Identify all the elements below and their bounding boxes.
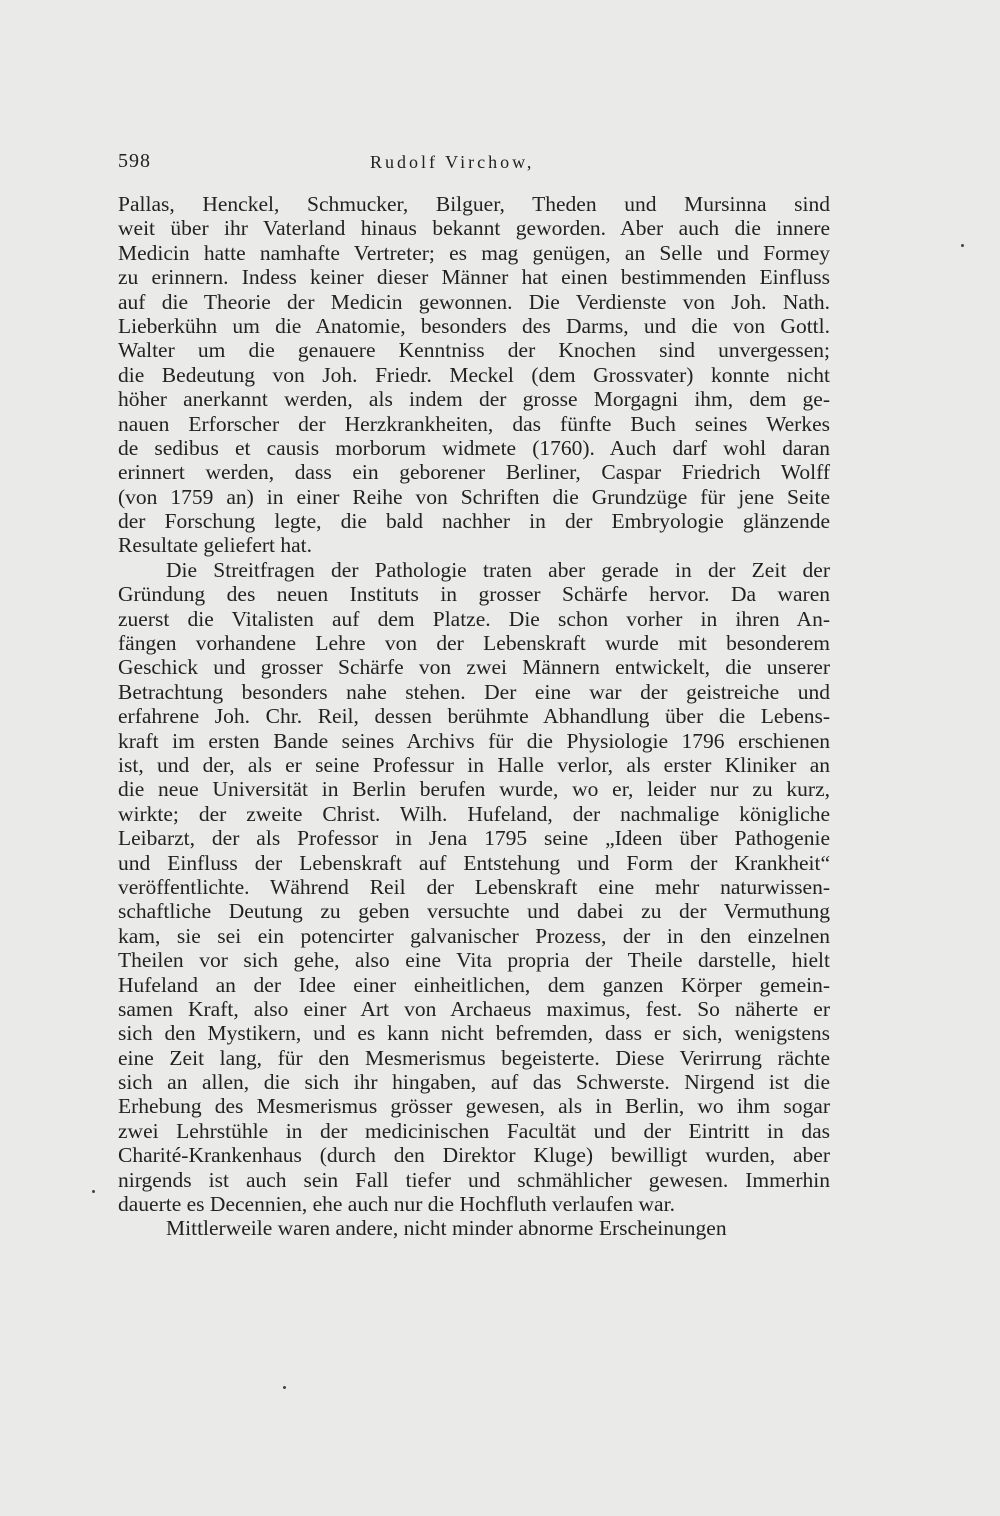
- text-line: Erhebung des Mesmerismus grösser gewesen, als in Berlin, wo ihm sogar: [118, 1094, 830, 1119]
- text-line: der Forschung legte, die bald nachher in der Embryologie glänzende: [118, 509, 830, 534]
- text-line: Hufeland an der Idee einer einheitlichen, dem ganzen Körper gemein-: [118, 972, 830, 997]
- text-line: kraft im ersten Bande seines Archivs für die Physiologie 1796 erschienen: [118, 728, 830, 753]
- text-line: ist, und der, als er seine Professur in Halle verlor, als erster Kliniker an: [118, 752, 830, 777]
- text-line: zwei Lehrstühle in der medicinischen Facultät und der Eintritt in das: [118, 1118, 830, 1143]
- text-line: wirkte; der zweite Christ. Wilh. Hufeland, der nachmalige königliche: [118, 801, 830, 826]
- text-line: weit über ihr Vaterland hinaus bekannt geworden. Aber auch die innere: [118, 216, 830, 241]
- text-line: nauen Erforscher der Herzkrankheiten, das fünfte Buch seines Werkes: [118, 411, 830, 436]
- paper-speck: [961, 244, 964, 247]
- text-line: Resultate geliefert hat.: [118, 533, 313, 558]
- paper-speck: [283, 1386, 286, 1389]
- text-line: Geschick und grosser Schärfe von zwei Männern entwickelt, die unserer: [118, 655, 830, 680]
- text-line: Die Streitfragen der Pathologie traten aber gerade in der Zeit der: [166, 557, 830, 582]
- page-number: 598: [118, 150, 151, 172]
- text-line: Betrachtung besonders nahe stehen. Der eine war der geistreiche und: [118, 679, 830, 704]
- text-line: samen Kraft, also einer Art von Archaeus maximus, fest. So näherte er: [118, 996, 830, 1021]
- text-line: fängen vorhandene Lehre von der Lebenskraft wurde mit besonderem: [118, 631, 830, 656]
- text-line: die neue Universität in Berlin berufen wurde, wo er, leider nur zu kurz,: [118, 777, 830, 802]
- text-line: eine Zeit lang, für den Mesmerismus begeisterte. Diese Verirrung rächte: [118, 1045, 830, 1070]
- text-line: nirgends ist auch sein Fall tiefer und schmählicher gewesen. Immerhin: [118, 1167, 830, 1192]
- text-line: auf die Theorie der Medicin gewonnen. Die Verdienste von Joh. Nath.: [118, 289, 830, 314]
- text-line: sich den Mystikern, und es kann nicht befremden, dass er sich, wenigstens: [118, 1021, 830, 1046]
- paragraph: [118, 1216, 830, 1240]
- text-line: erinnert werden, dass ein geborener Berliner, Caspar Friedrich Wolff: [118, 460, 830, 485]
- text-line: Gründung des neuen Instituts in grosser Schärfe hervor. Da waren: [118, 582, 830, 607]
- text-line: und Einfluss der Lebenskraft auf Entstehung und Form der Krankheit“: [118, 850, 830, 875]
- page-header: [118, 150, 828, 180]
- text-line: Walter um die genauere Kenntniss der Knochen sind unvergessen;: [118, 338, 830, 363]
- body-text: [118, 192, 830, 1241]
- text-line: höher anerkannt werden, als indem der grosse Morgagni ihm, dem ge-: [118, 387, 830, 412]
- text-line: Pallas, Henckel, Schmucker, Bilguer, Theden und Mursinna sind: [118, 192, 830, 216]
- text-line: (von 1759 an) in einer Reihe von Schriften die Grundzüge für jene Seite: [118, 484, 830, 509]
- text-line: Mittlerweile waren andere, nicht minder abnorme Erscheinungen: [166, 1216, 727, 1241]
- text-line: zu erinnern. Indess keiner dieser Männer hat einen bestimmenden Einfluss: [118, 265, 830, 290]
- text-line: dauerte es Decennien, ehe auch nur die Hochfluth verlaufen war.: [118, 1192, 675, 1217]
- text-line: veröffentlichte. Während Reil der Lebenskraft eine mehr naturwissen-: [118, 874, 830, 899]
- text-line: sich an allen, die sich ihr hingaben, auf das Schwerste. Nirgend ist die: [118, 1070, 830, 1095]
- text-line: erfahrene Joh. Chr. Reil, dessen berühmte Abhandlung über die Lebens-: [118, 704, 830, 729]
- text-line: die Bedeutung von Joh. Friedr. Meckel (dem Grossvater) konnte nicht: [118, 362, 830, 387]
- running-head: Rudolf Virchow,: [370, 152, 535, 172]
- text-line: Charité-Krankenhaus (durch den Direktor Kluge) bewilligt wurden, aber: [118, 1143, 830, 1168]
- text-line: Lieberkühn um die Anatomie, besonders des Darms, und die von Gottl.: [118, 313, 830, 338]
- text-line: schaftliche Deutung zu geben versuchte und dabei zu der Vermuthung: [118, 899, 830, 924]
- text-line: Medicin hatte namhafte Vertreter; es mag genügen, an Selle und Formey: [118, 240, 830, 265]
- paragraph: [118, 558, 830, 1217]
- text-line: zuerst die Vitalisten auf dem Platze. Die schon vorher in ihren An-: [118, 606, 830, 631]
- text-line: Theilen vor sich gehe, also eine Vita propria der Theile darstelle, hielt: [118, 948, 830, 973]
- paragraph: [118, 192, 830, 558]
- text-line: kam, sie sei ein potencirter galvanischer Prozess, der in den einzelnen: [118, 923, 830, 948]
- text-line: Leibarzt, der als Professor in Jena 1795 seine „Ideen über Pathogenie: [118, 826, 830, 851]
- text-line: de sedibus et causis morborum widmete (1760). Auch darf wohl daran: [118, 435, 830, 460]
- paper-speck: [92, 1190, 95, 1193]
